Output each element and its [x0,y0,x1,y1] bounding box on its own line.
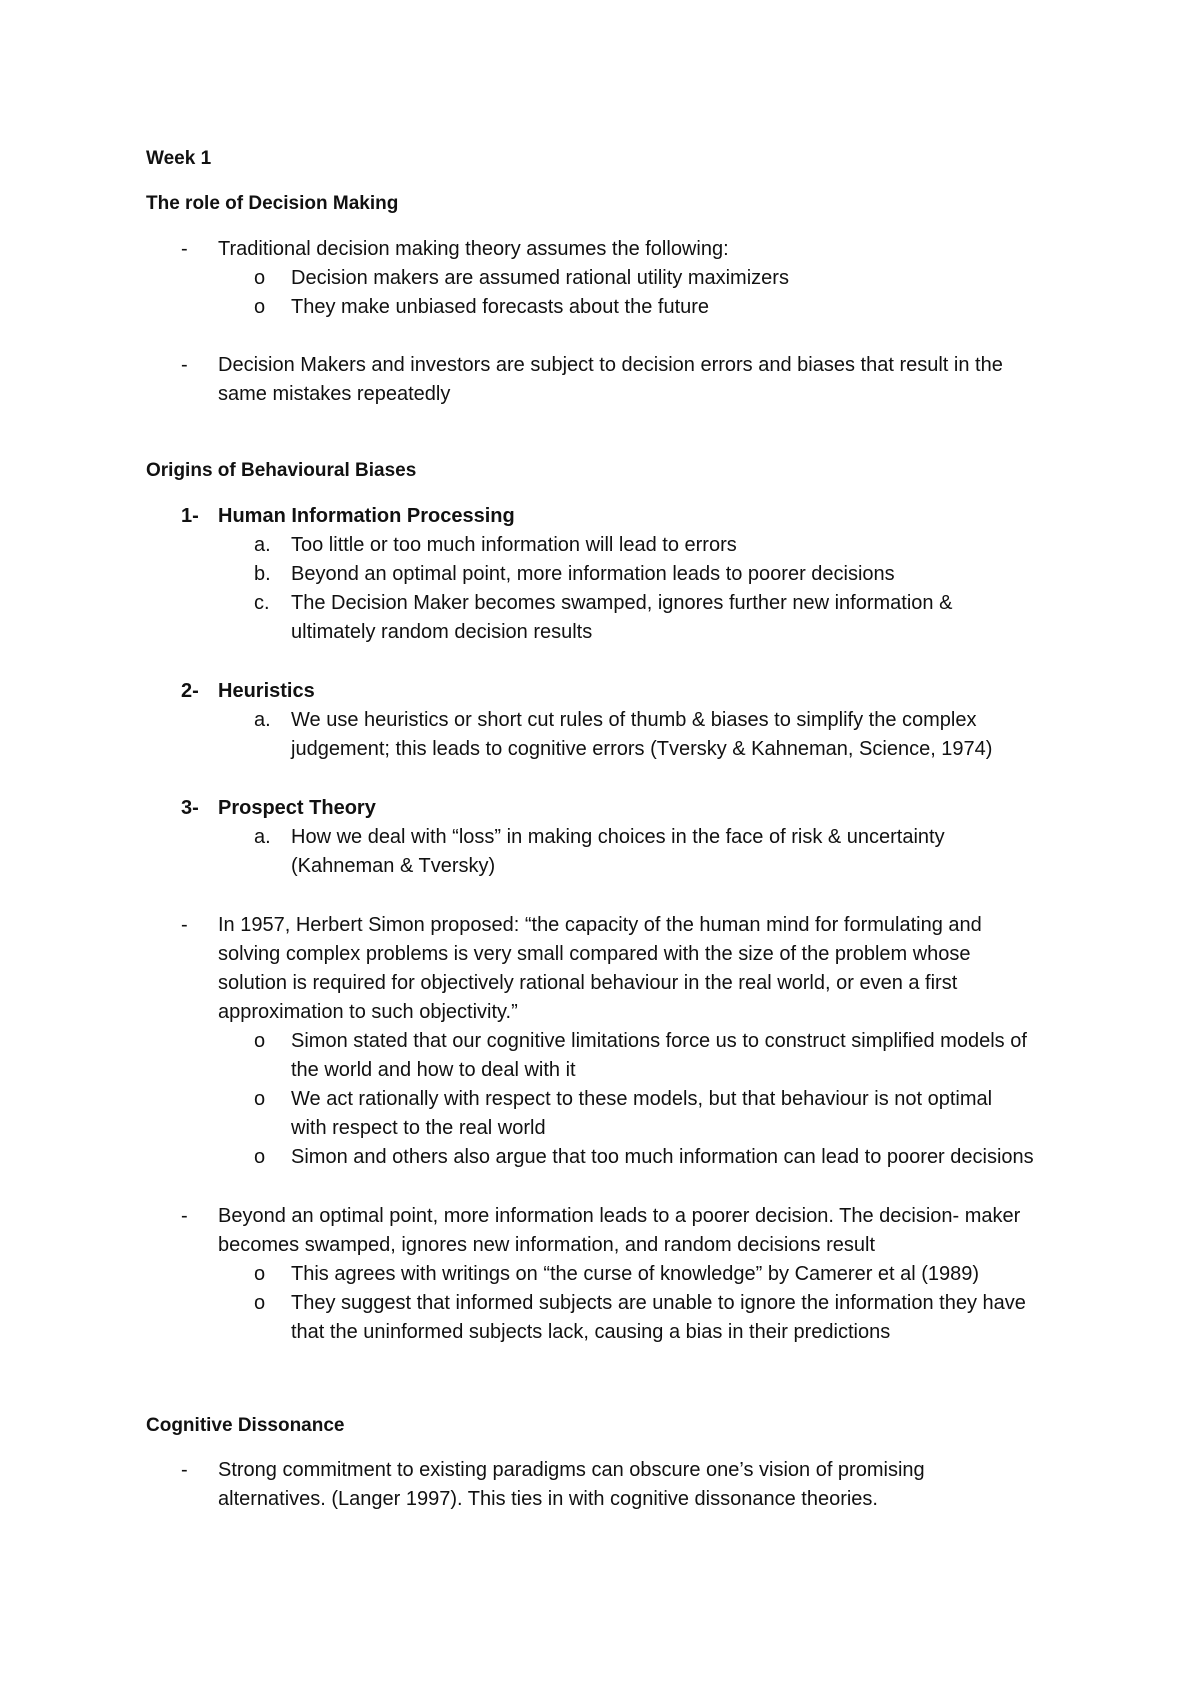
circle-bullet: o [254,1030,266,1052]
numbered-item-title: Human Information Processing [218,505,515,527]
sub-bullet-text: They suggest that informed subjects are unable to ignore the information they have [291,1292,1026,1314]
circle-bullet: o [254,1292,266,1314]
bullet-text-continued: approximation to such objectivity.” [218,1001,518,1023]
bullet-text-continued: solution is required for objectively rational behaviour in the real world, or even a first [218,972,958,994]
bullet-text-continued: alternatives. (Langer 1997). This ties in with cognitive dissonance theories. [218,1488,878,1510]
circle-bullet: o [254,1263,266,1285]
dash-bullet: - [181,1459,188,1481]
number-marker: 2- [181,680,199,702]
letter-marker: a. [254,826,271,848]
dash-bullet: - [181,354,188,376]
bullet-text: Decision Makers and investors are subject to decision errors and biases that result in the [218,354,1003,376]
letter-marker: a. [254,534,271,556]
bullet-text-continued: solving complex problems is very small compared with the size of the problem whose [218,943,971,965]
lettered-item-text: Beyond an optimal point, more information leads to poorer decisions [291,563,895,585]
dash-bullet: - [181,914,188,936]
circle-bullet: o [254,1146,266,1168]
section-heading-cognitive-dissonance: Cognitive Dissonance [146,1415,345,1436]
sub-bullet-text: Simon stated that our cognitive limitations force us to construct simplified models of [291,1030,1027,1052]
lettered-item-text-continued: (Kahneman & Tversky) [291,855,496,877]
bullet-text-continued: same mistakes repeatedly [218,383,451,405]
number-marker: 1- [181,505,199,527]
bullet-text-continued: becomes swamped, ignores new information, and random decisions result [218,1234,876,1256]
week-heading: Week 1 [146,148,212,169]
sub-bullet-text: They make unbiased forecasts about the future [291,296,710,318]
lettered-item-text: How we deal with “loss” in making choices in the face of risk & uncertainty [291,826,945,848]
numbered-item-title: Prospect Theory [218,797,376,819]
sub-bullet-text: Simon and others also argue that too much information can lead to poorer decisions [291,1146,1034,1168]
circle-bullet: o [254,267,266,289]
sub-bullet-text: We act rationally with respect to these models, but that behaviour is not optimal [291,1088,993,1110]
dash-bullet: - [181,1205,188,1227]
lettered-item-text-continued: ultimately random decision results [291,621,593,643]
number-marker: 3- [181,797,199,819]
circle-bullet: o [254,296,266,318]
lettered-item-text: The Decision Maker becomes swamped, ignores further new information & [291,592,953,614]
dash-bullet: - [181,238,188,260]
circle-bullet: o [254,1088,266,1110]
bullet-text: Strong commitment to existing paradigms can obscure one’s vision of promising [218,1459,925,1481]
lettered-item-text: We use heuristics or short cut rules of thumb & biases to simplify the complex [291,709,977,731]
sub-bullet-text: Decision makers are assumed rational utility maximizers [291,267,789,289]
sub-bullet-text-continued: with respect to the real world [291,1117,546,1139]
section-heading-origins: Origins of Behavioural Biases [146,460,417,481]
letter-marker: c. [254,592,270,614]
bullet-text: Traditional decision making theory assumes the following: [218,238,729,260]
lettered-item-text-continued: judgement; this leads to cognitive errors (Tversky & Kahneman, Science, 1974) [291,738,993,760]
sub-bullet-text-continued: the world and how to deal with it [291,1059,576,1081]
section-heading-decision-making: The role of Decision Making [146,193,399,214]
sub-bullet-text-continued: that the uninformed subjects lack, causing a bias in their predictions [291,1321,891,1343]
bullet-text: Beyond an optimal point, more information leads to a poorer decision. The decision- maker [218,1205,1021,1227]
numbered-item-title: Heuristics [218,680,315,702]
bullet-text: In 1957, Herbert Simon proposed: “the capacity of the human mind for formulating and [218,914,982,936]
lettered-item-text: Too little or too much information will lead to errors [291,534,737,556]
sub-bullet-text: This agrees with writings on “the curse of knowledge” by Camerer et al (1989) [291,1263,980,1285]
letter-marker: a. [254,709,271,731]
letter-marker: b. [254,563,271,585]
